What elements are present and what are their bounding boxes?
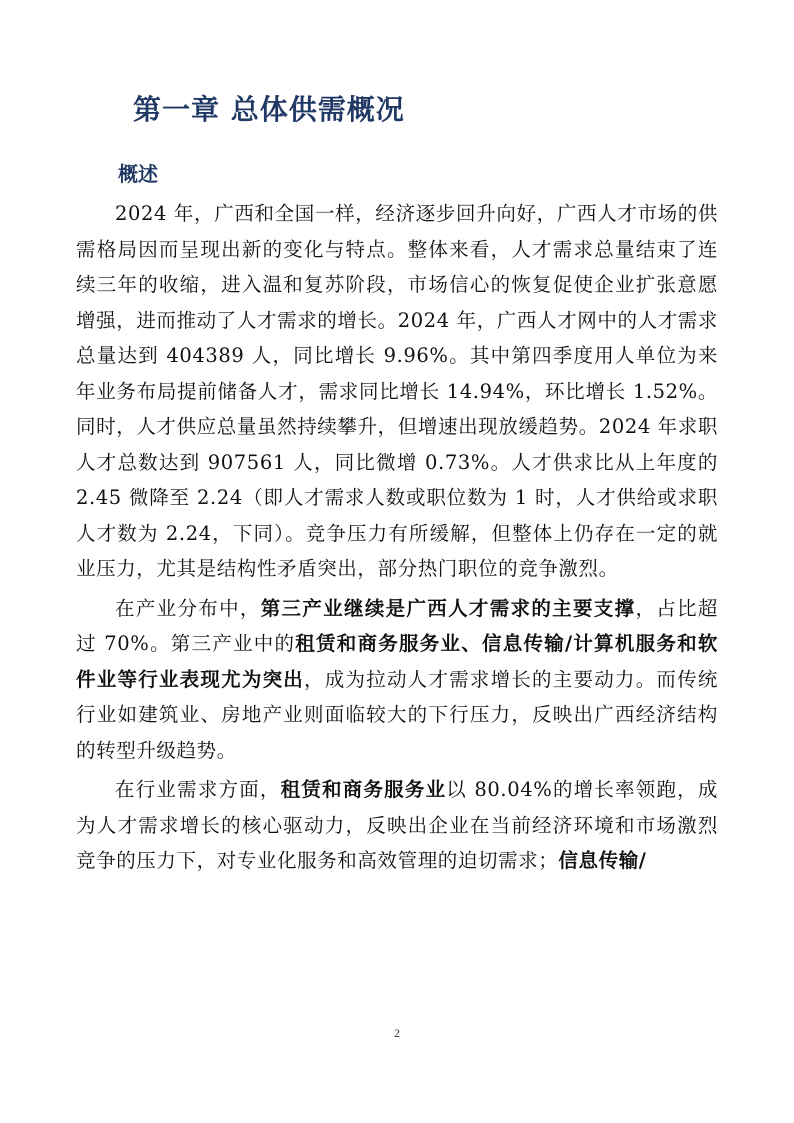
paragraph-text: 在行业需求方面，	[115, 778, 281, 801]
emphasis-text: 第三产业继续是广西人才需求的主要支撑	[260, 596, 636, 620]
emphasis-text: 信息传输/	[558, 849, 647, 872]
emphasis-text: 租赁和商务服务业、信息传输/计算机服务和软件业等行业表现尤为突出	[76, 632, 718, 691]
paragraph-overview: 2024 年，广西和全国一样，经济逐步回升向好，广西人才市场的供需格局因而呈现出新的变化与特点。整体来看，人才需求总量结束了连续三年的收缩，进入温和复苏阶段，市场信心的恢复促使企业扩张意愿增强，进而推动了人才需求的增长。2024 年，广西人才网中的人才需求总量达到 404389 人，同比增长 9.96%。其中第四季度用人单位为来年业务布局提前储备人才，需求同比增长 14.94%，环比增长 1.52%。同时，人才供应总量虽然持续攀升，但增速出现放缓趋势。2024 年求职人才总数达到 907561 人，同比微增 0.73%。人才供求比从上年度的 2.45 微降至 2.24（即人才需求人数或职位数为 1 时，人才供给或求职人才数为 2.24，下同）。竞争压力有所缓解，但整体上仍存在一定的就业压力，尤其是结构性矛盾突出，部分热门职位的竞争激烈。	[76, 202, 718, 580]
paragraph-text: ，成为拉动人才需求增长的主要动力。而传统行业如建筑业、房地产业则面临较大的下行压力，反映出广西经济结构的转型升级趋势。	[76, 667, 718, 762]
chapter-title: 第一章 总体供需概况	[133, 93, 405, 126]
paragraph-text: 在产业分布中，	[115, 596, 261, 620]
paragraph-industry-demand	[76, 772, 718, 879]
body-text	[76, 196, 718, 883]
section-heading: 概述	[118, 162, 158, 186]
paragraph-text: 以 80.04%的增长率领跑，成为人才需求增长的核心驱动力，反映出企业在当前经济环境和市场激烈竞争的压力下，对专业化服务和高效管理的迫切需求；	[76, 778, 718, 872]
paragraph-industry-distribution	[76, 591, 718, 769]
emphasis-text: 租赁和商务服务业	[280, 778, 447, 801]
paragraph-text: ，占比超过 70%。第三产业中的	[76, 596, 719, 655]
page-number: 2	[394, 1026, 400, 1040]
